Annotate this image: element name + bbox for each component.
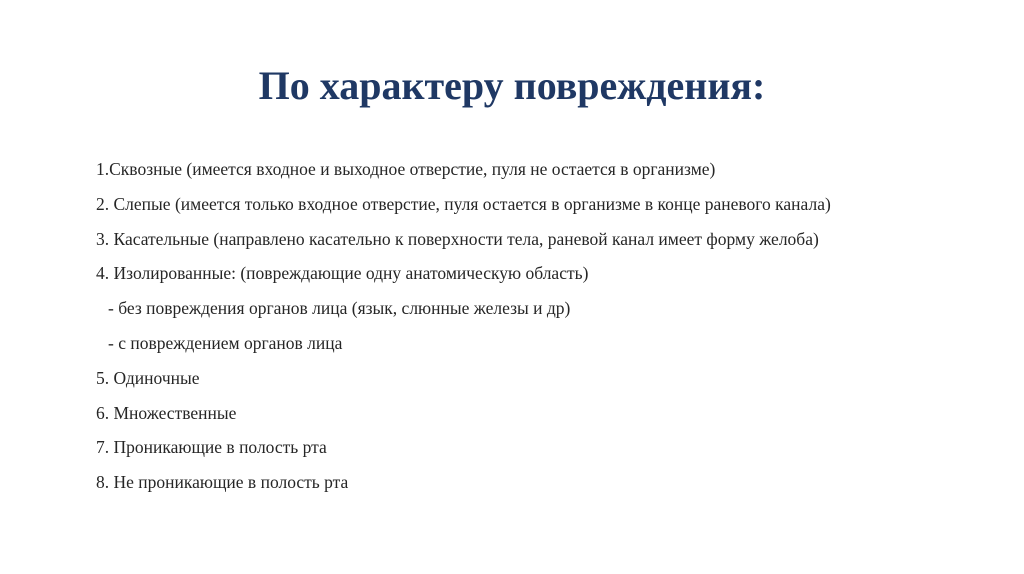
list-item: 3. Касательные (направлено касательно к поверхности тела, раневой канал имеет форму желоба) <box>96 228 819 249</box>
list-subitem: - с повреждением органов лица <box>108 332 343 353</box>
list-item: 4. Изолированные: (повреждающие одну анатомическую область) <box>96 263 589 284</box>
list-item: 8. Не проникающие в полость рта <box>96 472 349 493</box>
list-item: 1.Сквозные (имеется входное и выходное отверстие, пуля не остается в организме) <box>96 159 716 179</box>
list-item: 2. Слепые (имеется только входное отверстие, пуля остается в организме в конце раневого канала) <box>96 193 831 214</box>
list-item: 6. Множественные <box>96 402 237 423</box>
slide-title: По характеру повреждения: <box>258 63 766 108</box>
list-subitem: - без повреждения органов лица (язык, слюнные железы и др) <box>108 298 571 319</box>
list-item: 7. Проникающие в полость рта <box>96 437 327 458</box>
classification-list <box>96 152 976 500</box>
list-item: 5. Одиночные <box>96 367 200 388</box>
